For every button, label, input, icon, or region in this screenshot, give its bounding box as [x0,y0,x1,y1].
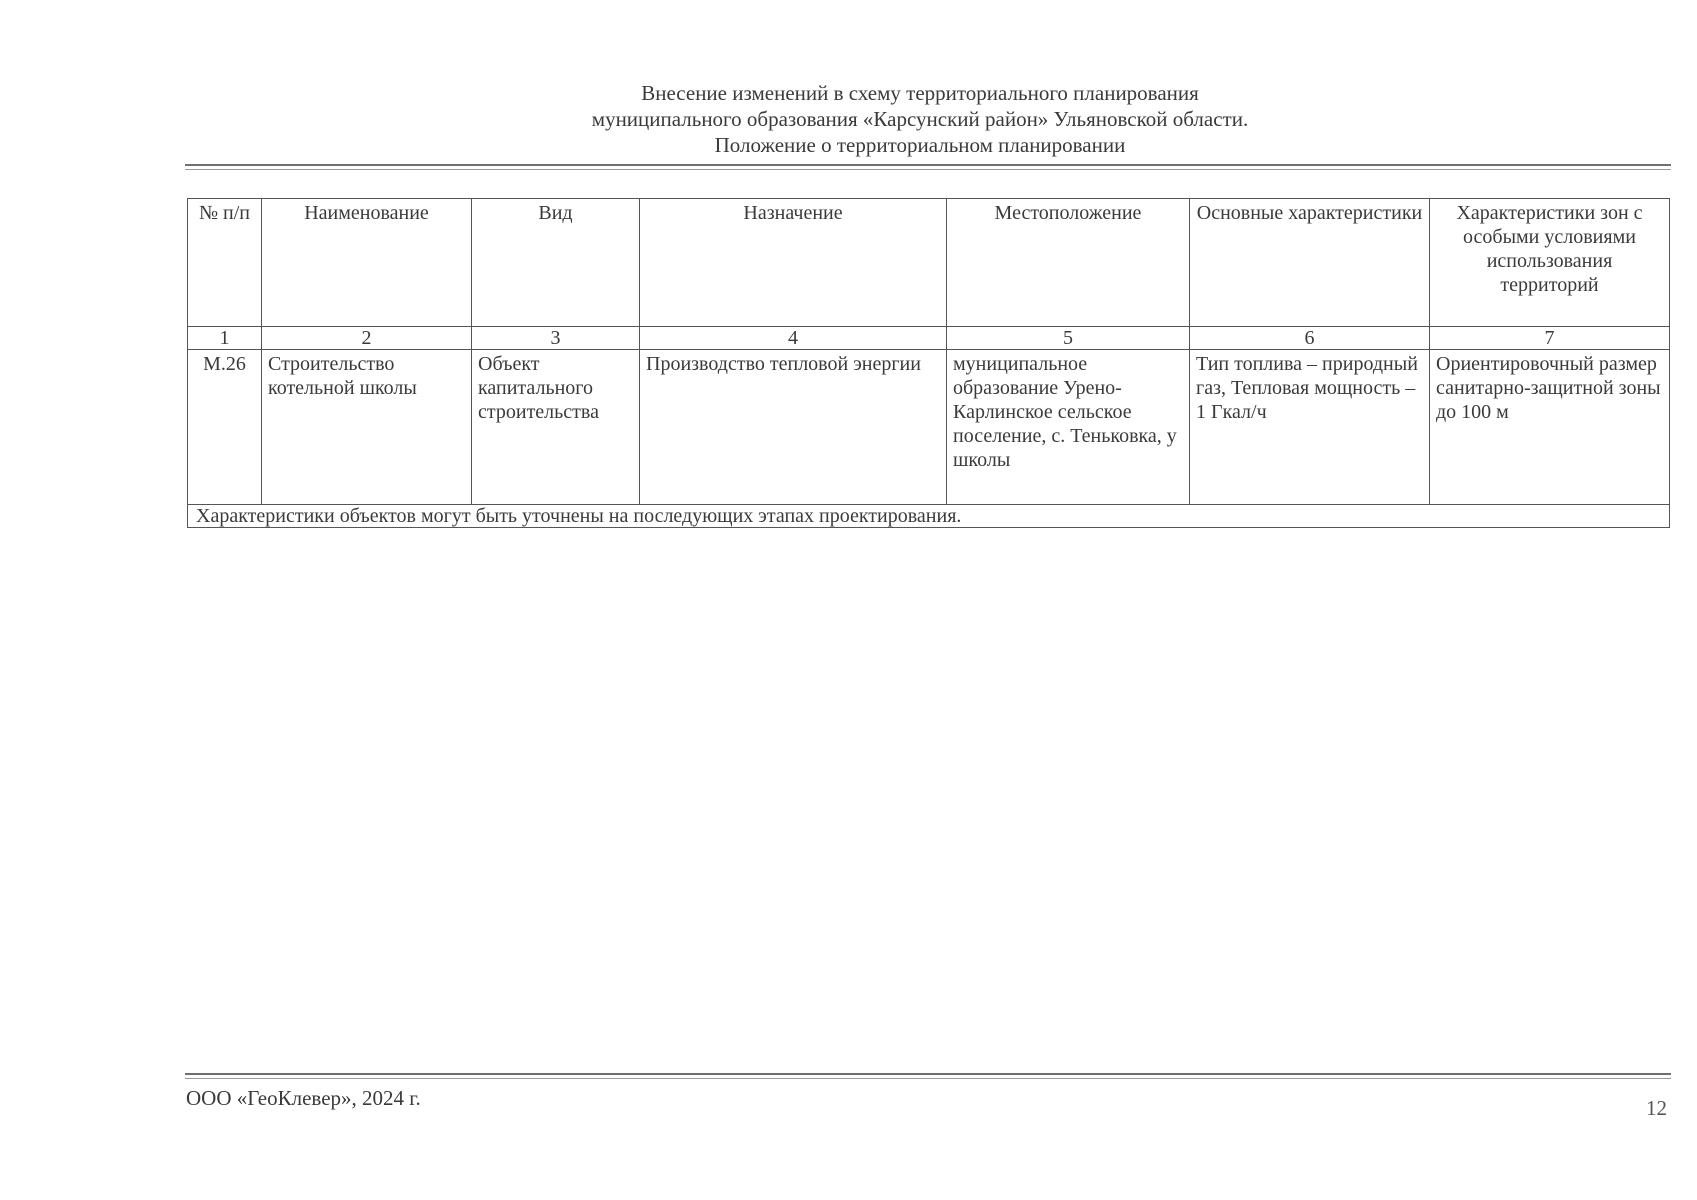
column-number: 6 [1190,327,1430,350]
column-numbers-row [188,327,1670,350]
footer-divider [185,1073,1671,1075]
column-header-purpose: Назначение [640,199,947,327]
table-note-row [188,505,1670,528]
column-header-location: Местоположение [947,199,1190,327]
header-line-3: Положение о территориальном планировании [714,133,1126,157]
objects-table [187,198,1670,528]
column-number: 4 [640,327,947,350]
row-number-cell: М.26 [188,350,262,505]
column-number: 5 [947,327,1190,350]
document-header [400,80,1440,158]
row-location-cell: муниципальное образование Урено-Карлинское сельское поселение, с. Теньковка, у школы [947,350,1190,505]
column-header-number: № п/п [188,199,262,327]
column-header-name: Наименование [262,199,472,327]
column-header-zone-characteristics: Характеристики зон с особыми условиями использования территорий [1430,199,1670,327]
header-line-2: муниципального образования «Карсунский район» Ульяновской области. [591,107,1249,131]
row-purpose-cell: Производство тепловой энергии [640,350,947,505]
row-kind-cell: Объект капитального строительства [472,350,640,505]
column-number: 2 [262,327,472,350]
header-divider [185,164,1671,166]
column-number: 7 [1430,327,1670,350]
column-header-main-characteristics: Основные характеристики [1190,199,1430,327]
column-number: 3 [472,327,640,350]
row-main-characteristics-cell: Тип топлива – природный газ, Тепловая мощность – 1 Гкал/ч [1190,350,1430,505]
page-number: 12 [1646,1096,1667,1120]
table-note: Характеристики объектов могут быть уточнены на последующих этапах проектирования. [188,505,1670,528]
table-header-row [188,199,1670,327]
column-header-kind: Вид [472,199,640,327]
header-line-1: Внесение изменений в схему территориального планирования [641,81,1199,105]
column-number: 1 [188,327,262,350]
row-zone-characteristics-cell: Ориентировочный размер санитарно-защитной зоны до 100 м [1430,350,1670,505]
footer-divider-secondary [185,1078,1671,1079]
row-name-cell: Строительство котельной школы [262,350,472,505]
table-row [188,350,1670,505]
footer-company: ООО «ГеоКлевер», 2024 г. [186,1086,421,1110]
header-divider-secondary [185,169,1671,170]
